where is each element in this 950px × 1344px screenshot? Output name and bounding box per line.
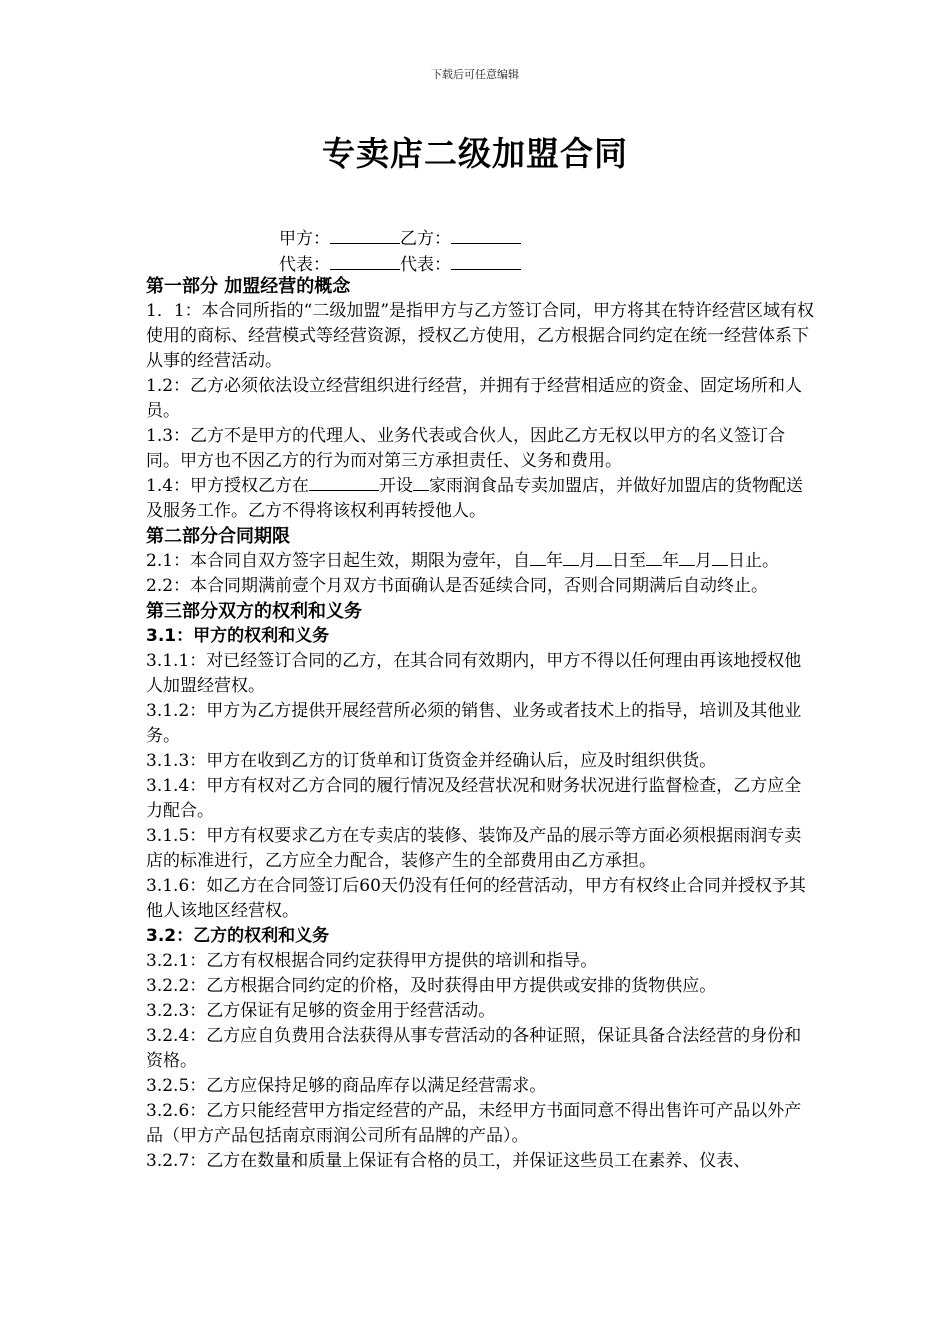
subsection-3-2-title: 3.2：乙方的权利和义务 [146, 926, 330, 946]
party-a-label: 甲方： [279, 229, 330, 249]
clause-3-2-6: 3.2.6：乙方只能经营甲方指定经营的产品，未经甲方书面同意不得出售许可产品以外产品（甲方产品包括南京雨润公司所有品牌的产品）。 [146, 1101, 802, 1146]
clause-2-2: 2.2：本合同期满前壹个月双方书面确认是否延续合同，否则合同期满后自动终止。 [146, 576, 769, 596]
clause-2-1-text: 2.1：本合同自双方签字日起生效，期限为壹年，自 [146, 551, 531, 571]
rep-a-label: 代表： [279, 255, 330, 275]
clause-1-4-part-b: 开设 [379, 476, 414, 496]
month-label: 月 [579, 551, 597, 571]
rep-b-blank [451, 252, 521, 270]
party-line-1 [279, 226, 521, 252]
year-label: 年 [546, 551, 564, 571]
section-2-title: 第二部分合同期限 [146, 526, 290, 547]
clause-3-2-3: 3.2.3：乙方保证有足够的资金用于经营活动。 [146, 1001, 496, 1021]
clause-2-1 [146, 549, 818, 574]
clause-3-2-7: 3.2.7：乙方在数量和质量上保证有合格的员工，并保证这些员工在素养、仪表、 [146, 1151, 751, 1171]
party-b-label: 乙方： [400, 229, 451, 249]
location-blank [309, 474, 379, 491]
year-label: 年 [662, 551, 680, 571]
contract-title: 专卖店二级加盟合同 [322, 134, 628, 173]
start-month-blank [563, 549, 579, 566]
section-3-title: 第三部分双方的权利和义务 [146, 601, 362, 622]
party-a-blank [330, 226, 400, 244]
clause-3-2-5: 3.2.5：乙方应保持足够的商品库存以满足经营需求。 [146, 1076, 547, 1096]
clause-3-1-2: 3.1.2：甲方为乙方提供开展经营所必须的销售、业务或者技术上的指导，培训及其他业务。 [146, 701, 802, 746]
clause-1-4 [146, 474, 818, 524]
day-label: 日止。 [728, 551, 780, 571]
clause-3-2-4: 3.2.4：乙方应自负费用合法获得从事专营活动的各种证照，保证具备合法经营的身份和资格。 [146, 1026, 802, 1071]
end-day-blank [712, 549, 728, 566]
clause-1-4-part-a: 1.4：甲方授权乙方在 [146, 476, 310, 496]
clause-3-1-5: 3.1.5：甲方有权要求乙方在专卖店的装修、装饰及产品的展示等方面必须根据雨润专卖店的标准进行，乙方应全力配合，装修产生的全部费用由乙方承担。 [146, 826, 802, 871]
clause-3-2-2: 3.2.2：乙方根据合同约定的价格，及时获得由甲方提供或安排的货物供应。 [146, 976, 717, 996]
section-1-title: 第一部分 加盟经营的概念 [146, 276, 351, 297]
end-month-blank [679, 549, 695, 566]
day-label: 日至 [612, 551, 647, 571]
clause-1-1: 1．1：本合同所指的“二级加盟”是指甲方与乙方签订合同，甲方将其在特许经营区域有权使用的商标、经营模式等经营资源，授权乙方使用，乙方根据合同约定在统一经营体系下从事的经营活动。 [146, 301, 815, 371]
clause-1-2: 1.2：乙方必须依法设立经营组织进行经营，并拥有于经营相适应的资金、固定场所和人员。 [146, 376, 803, 421]
subsection-3-1-title: 3.1：甲方的权利和义务 [146, 626, 330, 646]
month-label: 月 [695, 551, 713, 571]
contract-body [146, 274, 818, 1174]
start-year-blank [530, 549, 546, 566]
clause-3-1-4: 3.1.4：甲方有权对乙方合同的履行情况及经营状况和财务状况进行监督检查，乙方应全力配合。 [146, 776, 802, 821]
clause-3-1-6: 3.1.6：如乙方在合同签订后60天仍没有任何的经营活动，甲方有权终止合同并授权予其他人该地区经营权。 [146, 876, 806, 921]
count-blank [413, 474, 429, 491]
clause-3-1-1: 3.1.1：对已经签订合同的乙方，在其合同有效期内，甲方不得以任何理由再该地授权他人加盟经营权。 [146, 651, 802, 696]
end-year-blank [646, 549, 662, 566]
party-b-blank [451, 226, 521, 244]
clause-1-3: 1.3：乙方不是甲方的代理人、业务代表或合伙人，因此乙方无权以甲方的名义签订合同。甲方也不因乙方的行为而对第三方承担责任、义务和费用。 [146, 426, 786, 471]
clause-3-1-3: 3.1.3：甲方在收到乙方的订货单和订货资金并经确认后，应及时组织供货。 [146, 751, 717, 771]
parties-block [279, 226, 521, 278]
clause-3-2-1: 3.2.1：乙方有权根据合同约定获得甲方提供的培训和指导。 [146, 951, 598, 971]
start-day-blank [596, 549, 612, 566]
rep-b-label: 代表： [400, 255, 451, 275]
rep-a-blank [330, 252, 400, 270]
clause-1-4-part-c: 家雨润食品专卖加盟店，并做好加盟店的货物配送及服务工作。乙方不得将该权利再转授他人。 [146, 476, 804, 521]
header-note: 下载后可任意编辑 [431, 68, 519, 81]
